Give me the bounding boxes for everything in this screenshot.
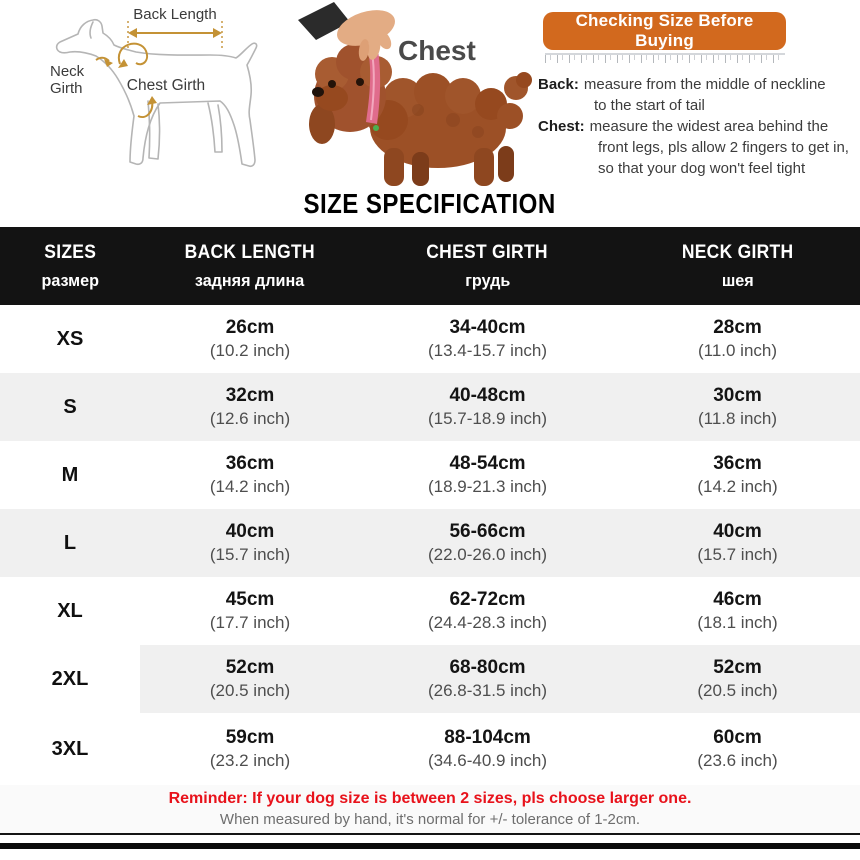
size-label: XS — [56, 327, 84, 350]
chest-cm: 40-48cm — [449, 385, 526, 406]
back-instruction-line1 — [538, 74, 860, 95]
neck-inch: (11.8 inch) — [697, 409, 778, 428]
chest-label: Chest — [398, 35, 476, 66]
back-inch: (12.6 inch) — [209, 409, 291, 428]
header-cell-chest-girth — [360, 227, 615, 305]
header-ru-sizes: размер — [41, 270, 99, 290]
bottom-bar — [0, 843, 860, 849]
header-en-chest: CHEST GIRTH — [426, 241, 549, 263]
size-label: 2XL — [51, 667, 89, 690]
chest-inch: (18.9-21.3 inch) — [427, 477, 548, 496]
chest-instruction-line3: so that your dog won't feel tight — [598, 160, 806, 177]
back-cm: 40cm — [225, 521, 275, 542]
poodle-photo-illustration — [288, 0, 543, 188]
header-ru-chest: грудь — [464, 270, 511, 290]
chest-inch: (26.8-31.5 inch) — [427, 681, 548, 700]
size-label: M — [61, 463, 79, 486]
back-cm: 32cm — [225, 385, 275, 406]
neck-inch: (18.1 inch) — [697, 613, 778, 632]
back-cm: 26cm — [225, 317, 275, 338]
table-row-l — [0, 509, 860, 577]
header-cell-back-length — [140, 227, 360, 305]
chest-cm: 56-66cm — [449, 521, 526, 542]
chest-instruction-line2: front legs, pls allow 2 fingers to get in, — [598, 139, 849, 156]
header-en-neck: NECK GIRTH — [681, 241, 794, 263]
header-ru-back: задняя длина — [195, 270, 305, 290]
size-table — [0, 227, 860, 785]
measuring-instructions — [538, 74, 860, 179]
chest-girth-label: Chest Girth — [126, 77, 206, 94]
header-cell-neck-girth — [615, 227, 860, 305]
neck-cm: 40cm — [713, 521, 762, 542]
neck-inch: (11.0 inch) — [697, 341, 778, 360]
chest-cm: 34-40cm — [449, 317, 526, 338]
chest-inch: (13.4-15.7 inch) — [427, 341, 548, 360]
table-row-m — [0, 441, 860, 509]
back-cm: 36cm — [225, 453, 275, 474]
chest-inch: (34.6-40.9 inch) — [427, 751, 548, 770]
back-inch: (15.7 inch) — [209, 545, 291, 564]
back-cm: 52cm — [225, 657, 275, 678]
divider-line — [0, 833, 860, 835]
header-en-back: BACK LENGTH — [184, 241, 316, 263]
neck-cm: 52cm — [713, 657, 762, 678]
chest-text-1: measure the widest area behind the — [589, 118, 829, 135]
chest-inch: (15.7-18.9 inch) — [427, 409, 548, 428]
neck-inch: (20.5 inch) — [697, 681, 778, 700]
size-label: S — [63, 395, 77, 418]
reminder-text: Reminder: If your dog size is between 2 sizes, pls choose larger one. — [168, 790, 692, 807]
back-cm: 45cm — [225, 589, 275, 610]
back-inch: (17.7 inch) — [209, 613, 291, 632]
chest-instruction-line1 — [538, 116, 860, 137]
neck-inch: (14.2 inch) — [697, 477, 778, 496]
size-label: L — [63, 531, 77, 554]
back-term: Back: — [538, 76, 579, 93]
dog-measurement-diagram — [0, 0, 290, 190]
neck-inch: (23.6 inch) — [697, 751, 778, 770]
chest-cm: 68-80cm — [449, 657, 526, 678]
table-header — [0, 227, 860, 305]
header-ru-neck: шея — [721, 270, 754, 290]
back-text-1: measure from the middle of neckline — [583, 76, 826, 93]
neck-inch: (15.7 inch) — [697, 545, 778, 564]
ruler-graphic — [545, 53, 785, 66]
chest-cm: 88-104cm — [444, 727, 531, 748]
back-inch: (14.2 inch) — [209, 477, 291, 496]
chest-term: Chest: — [538, 118, 585, 135]
neck-cm: 30cm — [713, 385, 762, 406]
table-row-3xl — [0, 713, 860, 785]
header-en-sizes: SIZES — [44, 241, 96, 263]
neck-cm: 60cm — [713, 727, 762, 748]
back-inch: (23.2 inch) — [209, 751, 291, 770]
size-label: XL — [57, 599, 83, 622]
neck-girth-label-line2: Girth — [50, 80, 83, 97]
table-row-xl — [0, 577, 860, 645]
neck-girth-label-line1: Neck — [50, 63, 85, 80]
chest-cm: 48-54cm — [449, 453, 526, 474]
back-instruction-line2: to the start of tail — [594, 97, 705, 114]
table-row-xs — [0, 305, 860, 373]
size-label: 3XL — [51, 737, 89, 760]
back-cm: 59cm — [225, 727, 275, 748]
neck-cm: 46cm — [713, 589, 762, 610]
chest-inch: (22.0-26.0 inch) — [427, 545, 548, 564]
tolerance-note: When measured by hand, it's normal for +/- tolerance of 1-2cm. — [219, 811, 641, 828]
size-guide-button[interactable]: Checking Size Before Buying — [543, 12, 786, 50]
table-row-2xl — [0, 645, 860, 713]
back-inch: (20.5 inch) — [209, 681, 291, 700]
table-row-s — [0, 373, 860, 441]
measurement-arrows — [96, 21, 222, 117]
back-inch: (10.2 inch) — [209, 341, 291, 360]
header-cell-sizes — [0, 227, 140, 305]
chest-inch: (24.4-28.3 inch) — [427, 613, 548, 632]
page-title: SIZE SPECIFICATION — [303, 188, 557, 219]
neck-cm: 36cm — [713, 453, 762, 474]
back-length-label: Back Length — [133, 6, 217, 23]
chest-cm: 62-72cm — [449, 589, 526, 610]
neck-cm: 28cm — [713, 317, 762, 338]
footer-notes — [0, 785, 860, 833]
